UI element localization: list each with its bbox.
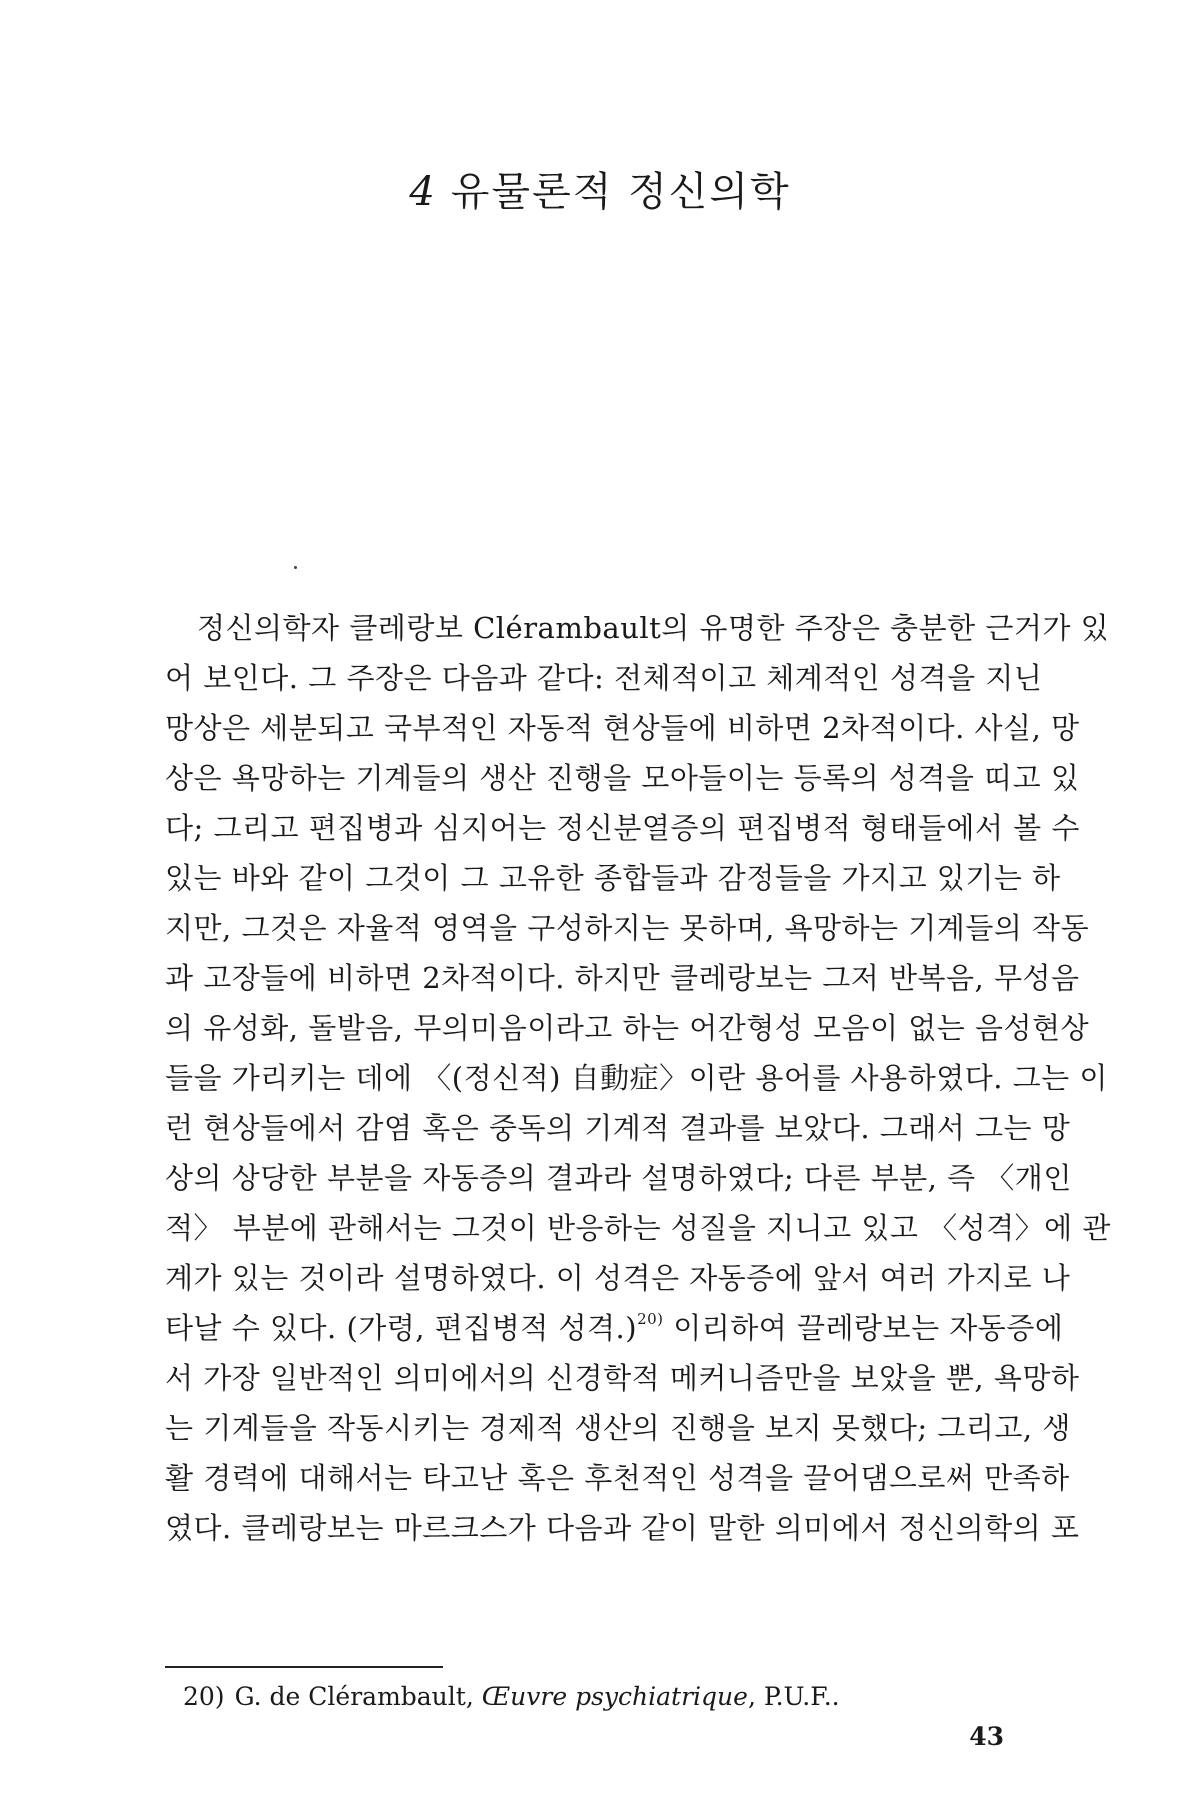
text-line: 망상은 세분되고 국부적인 자동적 현상들에 비하면 2차적이다. 사실, 망 [165,711,1080,745]
text-line-with-footnote-ref [165,1303,1064,1353]
text-line: 상은 욕망하는 기계들의 생산 진행을 모아들이는 등록의 성격을 띠고 있 [165,761,1080,795]
footnote-author: G. de Clérambault, [234,1682,474,1711]
text-line: 정신의학자 클레랑보 Clérambault의 유명한 주장은 충분한 근거가 있 [197,611,1110,645]
footnote-publisher: , P.U.F.. [747,1682,840,1711]
text-line: 어 보인다. 그 주장은 다음과 같다: 전체적이고 체계적인 성격을 지닌 [165,661,1043,695]
text-line: 계가 있는 것이라 설명하였다. 이 성격은 자동증에 앞서 여러 가지로 나 [165,1261,1071,1295]
text-line: 는 기계들을 작동시키는 경제적 생산의 진행을 보지 못했다; 그리고, 생 [165,1411,1071,1445]
text-line: 있는 바와 같이 그것이 그 고유한 종합들과 감정들을 가지고 있기는 하 [165,861,1061,895]
footnote-divider [165,1666,443,1668]
text-line: 적〉 부분에 관해서는 그것이 반응하는 성질을 지니고 있고 〈성격〉에 관 [165,1211,1111,1245]
text-line: 서 가장 일반적인 의미에서의 신경학적 메커니즘만을 보았을 뿐, 욕망하 [165,1361,1080,1395]
text-line: 의 유성화, 돌발음, 무의미음이라고 하는 어간형성 모음이 없는 음성현상 [165,1011,1090,1045]
chapter-title-text: 유물론적 정신의학 [450,169,791,215]
text-segment: 이리하여 끌레랑보는 자동증에 [663,1311,1064,1345]
text-line: 활 경력에 대해서는 타고난 혹은 후천적인 성격을 끌어댐으로써 만족하 [165,1461,1070,1495]
footnote-number: 20) [183,1682,225,1711]
chapter-number: 4 [409,169,437,215]
text-line: 런 현상들에서 감염 혹은 중독의 기계적 결과를 보았다. 그래서 그는 망 [165,1111,1071,1145]
footnote [183,1677,1033,1717]
text-line: 과 고장들에 비하면 2차적이다. 하지만 클레랑보는 그저 반복음, 무성음 [165,961,1080,995]
footnote-work-title: Œuvre psychiatrique [481,1682,748,1711]
text-line: 지만, 그것은 자율적 영역을 구성하지는 못하며, 욕망하는 기계들의 작동 [165,911,1090,945]
text-line: 상의 상당한 부분을 자동증의 결과라 설명하였다; 다른 부분, 즉 〈개인 [165,1161,1072,1195]
print-speck [294,566,297,569]
footnote-reference[interactable]: 20) [637,1310,664,1328]
text-line: 였다. 클레랑보는 마르크스가 다음과 같이 말한 의미에서 정신의학의 포 [165,1511,1080,1545]
text-line: 다; 그리고 편집병과 심지어는 정신분열증의 편집병적 형태들에서 볼 수 [165,811,1080,845]
text-segment: 타날 수 있다. (가령, 편집병적 성격.) [165,1311,638,1345]
text-line: 들을 가리키는 데에 〈(정신적) 自動症〉이란 용어를 사용하였다. 그는 이 [165,1061,1108,1095]
page-number: 43 [969,1722,1004,1751]
body-paragraph [165,603,1111,1553]
chapter-title [0,160,1200,217]
